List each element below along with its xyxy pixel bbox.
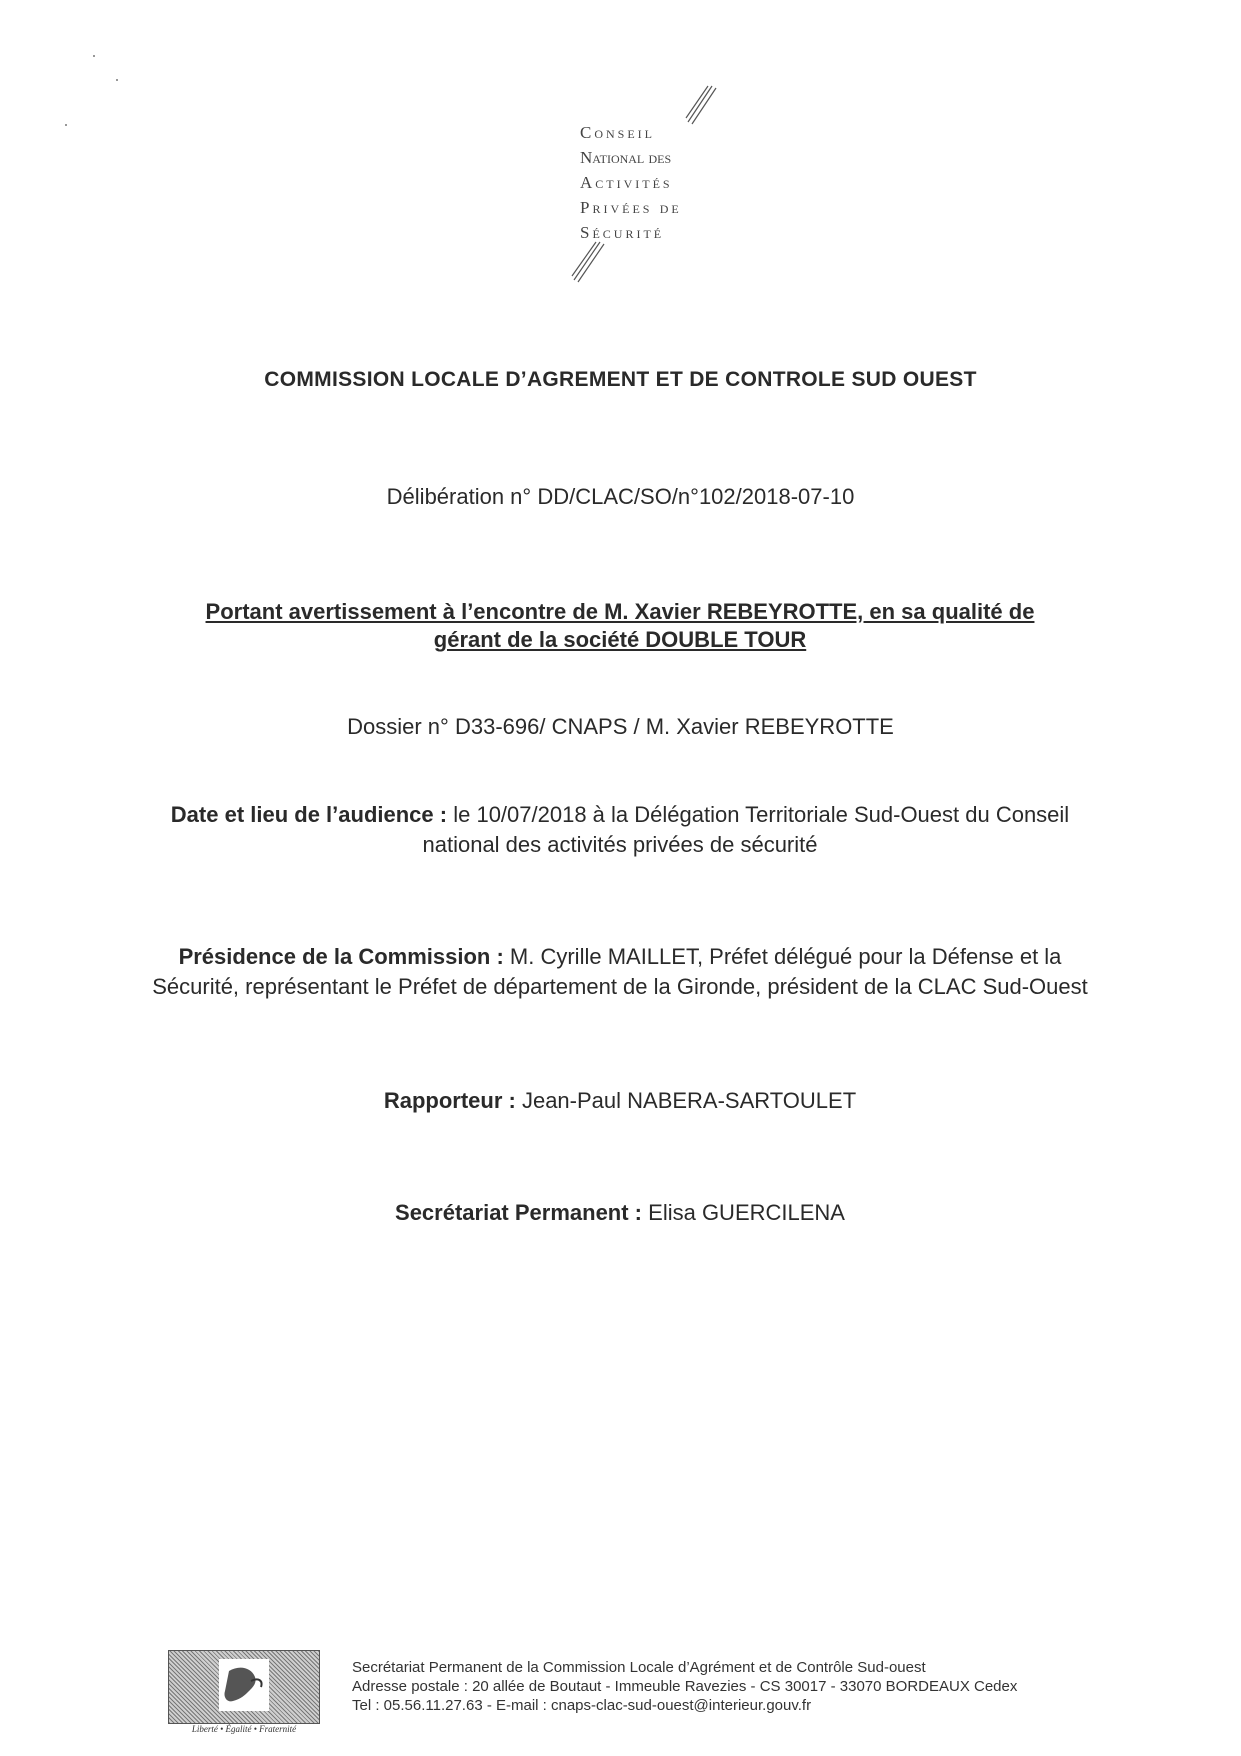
presidency-paragraph	[150, 942, 1090, 1002]
hearing-paragraph	[150, 800, 1090, 860]
scan-speck	[116, 79, 118, 81]
scan-speck	[93, 55, 95, 57]
footer-line-3: Tel : 05.56.11.27.63 - E-mail : cnaps-clac-sud-ouest@interieur.gouv.fr	[352, 1697, 812, 1714]
logo-line: Privées de	[580, 198, 682, 217]
marianne-logo	[168, 1650, 320, 1724]
secretariat-label: Secrétariat Permanent :	[395, 1200, 643, 1225]
commission-title: COMMISSION LOCALE D’AGREMENT ET DE CONTROLE SUD OUEST	[264, 368, 977, 391]
deliberation-number: Délibération n° DD/CLAC/SO/n°102/2018-07-10	[386, 484, 855, 509]
rapporteur-paragraph	[150, 1086, 1090, 1116]
secretariat-name: Elisa GUERCILENA	[648, 1200, 845, 1225]
logo-line: Activités	[580, 173, 673, 192]
dossier-number: Dossier n° D33-696/ CNAPS / M. Xavier REBEYROTTE	[347, 714, 894, 739]
logo-line: National des	[580, 148, 672, 167]
rapporteur-name: Jean-Paul NABERA-SARTOULET	[521, 1088, 857, 1113]
deliberation-subject	[150, 598, 1090, 654]
subject-line-2: gérant de la société DOUBLE TOUR	[433, 627, 807, 652]
cnaps-logo	[560, 80, 760, 280]
logo-line: Sécurité	[580, 223, 665, 242]
logo-line: Conseil	[580, 123, 656, 142]
hearing-text: le 10/07/2018 à la Délégation Territoriale Sud-Ouest du Conseil national des activités privées de sécurité	[422, 802, 1070, 857]
secretariat-paragraph	[150, 1198, 1090, 1228]
logo-text	[580, 120, 682, 245]
footer-line-2: Adresse postale : 20 allée de Boutaut - Immeuble Ravezies - CS 30017 - 33070 BORDEAUX Cedex	[352, 1678, 1018, 1695]
footer-contact	[352, 1658, 1017, 1715]
scan-speck	[65, 124, 67, 126]
footer-line-1: Secrétariat Permanent de la Commission Locale d’Agrément et de Contrôle Sud-ouest	[352, 1659, 926, 1676]
rapporteur-label: Rapporteur :	[383, 1088, 516, 1113]
hearing-label: Date et lieu de l’audience :	[170, 802, 448, 827]
republic-emblem	[168, 1650, 320, 1738]
marianne-profile-icon	[169, 1651, 319, 1723]
subject-line-1: Portant avertissement à l’encontre de M. Xavier REBEYROTTE, en sa qualité de	[205, 599, 1035, 624]
presidency-text: M. Cyrille MAILLET, Préfet délégué pour la Défense et la Sécurité, représentant le Préfet de département de la Gironde, président de la CLAC Sud-Ouest	[152, 944, 1088, 999]
presidency-label: Présidence de la Commission :	[178, 944, 504, 969]
republic-motto: Liberté • Égalité • Fraternité	[191, 1724, 297, 1734]
